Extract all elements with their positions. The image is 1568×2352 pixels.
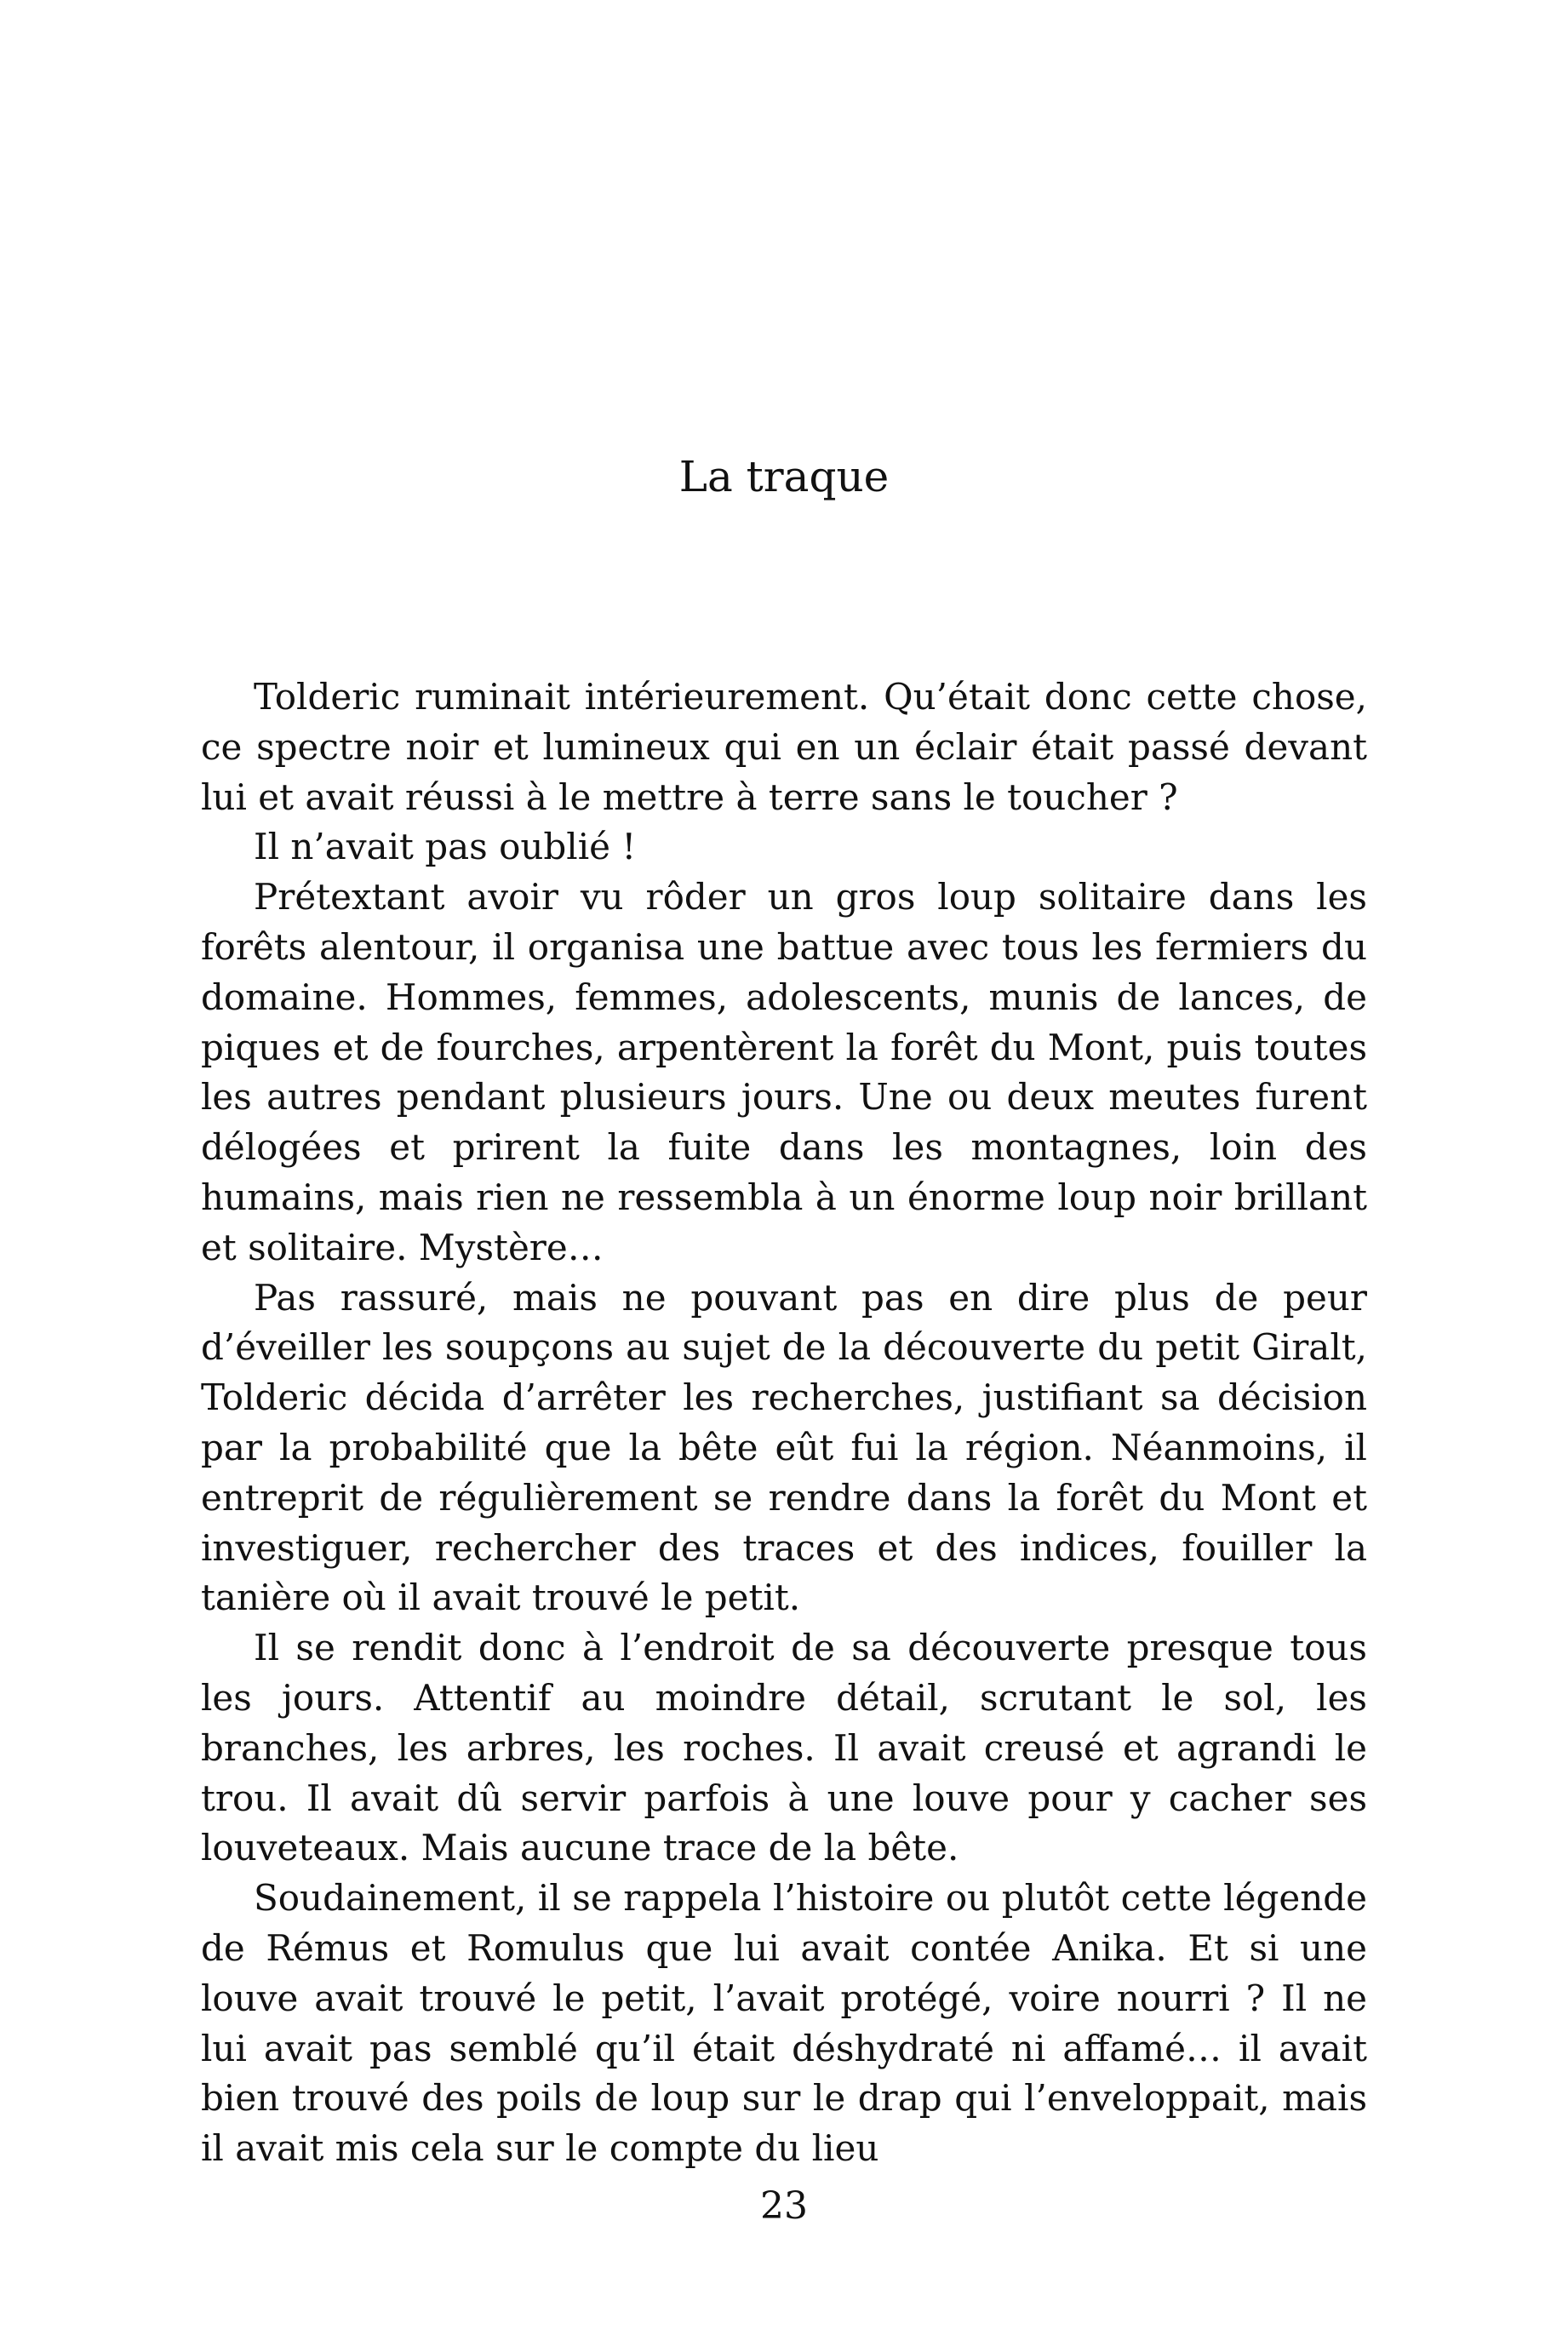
paragraph: Pas rassuré, mais ne pouvant pas en dire plus de peur d’éveiller les soupçons au sujet de la découverte du petit Giralt, Tolderic décida d’arrêter les recherches, justifiant sa décision par la probabilité que la bête eût fui la région. Néanmoins, il entreprit de régulièrement se rendre dans la forêt du Mont et investiguer, rechercher des traces et des indices, fouiller la tanière où il avait trouvé le petit. (201, 1276, 1367, 1619)
body-text (201, 672, 1367, 2174)
paragraph: Tolderic ruminait intérieurement. Qu’était donc cette chose, ce spectre noir et lumineux qui en un éclair était passé devant lui et avait réussi à le mettre à terre sans le toucher ? (201, 676, 1367, 818)
paragraph: Il se rendit donc à l’endroit de sa découverte presque tous les jours. Attentif au moindre détail, scrutant le sol, les branches, les arbres, les roches. Il avait creusé et agrandi le trou. Il avait dû servir parfois à une louve pour y cacher ses louveteaux. Mais aucune trace de la bête. (201, 1627, 1367, 1869)
paragraph: Prétextant avoir vu rôder un gros loup solitaire dans les forêts alentour, il organisa une battue avec tous les fermiers du domaine. Hommes, femmes, adolescents, munis de lances, de piques et de fourches, arpentèrent la forêt du Mont, puis toutes les autres pendant plusieurs jours. Une ou deux meutes furent délogées et prirent la fuite dans les montagnes, loin des humains, mais rien ne ressembla à un énorme loup noir brillant et solitaire. Mystère… (201, 876, 1367, 1268)
paragraph: Il n’avait pas oublié ! (254, 826, 637, 868)
paragraph: Soudainement, il se rappela l’histoire ou plutôt cette légende de Rémus et Romulus que lui avait contée Anika. Et si une louve avait trouvé le petit, l’avait protégé, voire nourri ? Il ne lui avait pas semblé qu’il était déshydraté ni affamé… il avait bien trouvé des poils de loup sur le drap qui l’enveloppait, mais il avait mis cela sur le compte du lieu (201, 1877, 1367, 2170)
page-number: 23 (760, 2184, 808, 2228)
chapter-title: La traque (678, 452, 890, 501)
